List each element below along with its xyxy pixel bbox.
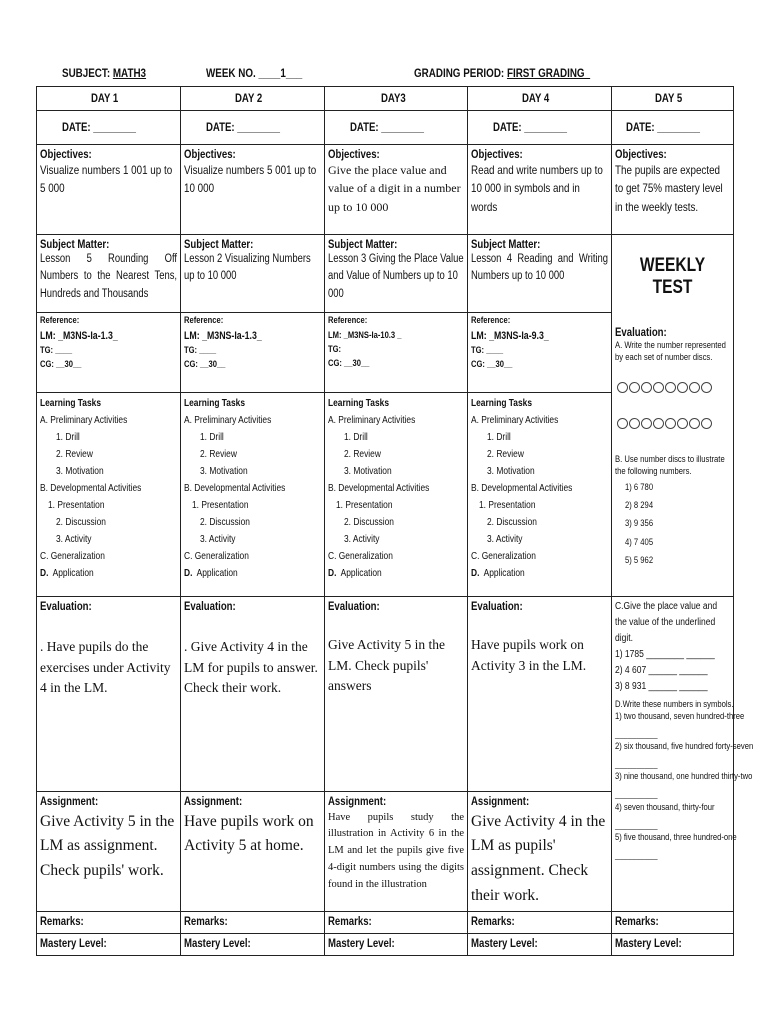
day5-remarks: Remarks: bbox=[612, 911, 734, 933]
test-b-item: 5) 5 962 bbox=[625, 554, 654, 565]
day1-objective-text: Visualize numbers 1 001 up to 5 000 bbox=[40, 162, 173, 196]
day5-title: DAY 5 bbox=[612, 87, 734, 111]
disc-icon bbox=[689, 418, 700, 429]
test-d-item: 5) five thousand, three hundred-one bbox=[615, 831, 737, 842]
day3-objectives: Objectives: Give the place value and value of a digit in a number up to 10 000 bbox=[325, 144, 468, 234]
day2-assignment-text: Have pupils work on Activity 5 at home. bbox=[184, 812, 314, 855]
day3-assignment-text: Have pupils study the illustration in Activity 6 in the LM and let the pupils give five 4-digit numbers using the digits found in the illustration bbox=[328, 811, 464, 890]
weekly-test-heading: WEEKLY TEST bbox=[639, 254, 706, 298]
disc-icon bbox=[653, 382, 664, 393]
day4-subject-matter: Subject Matter: Lesson 4 Reading and Writing Numbers up to 10 000 bbox=[468, 234, 612, 312]
day2-learning-tasks: Learning Tasks A. Preliminary Activities 1. Drill 2. Review 3. Motivation B. Developmental Activities 1. Presentation 2. Discussion 3. Activity C. Generalization D. Application bbox=[181, 392, 325, 596]
day1-mastery: Mastery Level: bbox=[37, 933, 181, 955]
day4-assignment: Assignment: Give Activity 4 in the LM as pupils' assignment. Check their work. bbox=[468, 791, 612, 911]
day3-subject-matter-text: Lesson 3 Giving the Place Value and Value of Numbers up to 10 000 bbox=[328, 252, 464, 301]
day5-eval-label: Evaluation: bbox=[615, 324, 667, 339]
day5-objectives: Objectives: The pupils are expected to get 75% mastery level in the weekly tests. bbox=[612, 144, 734, 234]
day3-learning-tasks: Learning Tasks A. Preliminary Activities 1. Drill 2. Review 3. Motivation B. Developmental Activities 1. Presentation 2. Discussion 3. Activity C. Generalization D. Application bbox=[325, 392, 468, 596]
disc-icon bbox=[629, 418, 640, 429]
day4-reference: Reference: LM: _M3NS-Ia-9.3_ TG: ____ CG: __30__ bbox=[468, 312, 612, 392]
week-value: ____1___ bbox=[258, 66, 303, 80]
week-label: WEEK NO. bbox=[206, 66, 256, 80]
period-header bbox=[414, 66, 590, 80]
day3-objective-text: Give the place value and value of a digit in a number up to 10 000 bbox=[328, 162, 461, 214]
test-part-d: D.Write these numbers in symbols. bbox=[615, 698, 734, 709]
test-c-item: 3) 8 931 ______ ______ bbox=[615, 680, 708, 692]
evaluation-row bbox=[37, 596, 734, 791]
day4-date: DATE: ________ bbox=[468, 110, 612, 144]
day4-subject-matter-text: Lesson 4 Reading and Writing Numbers up to 10 000 bbox=[471, 252, 609, 283]
day3-title: DAY3 bbox=[325, 87, 468, 111]
day4-objectives: Objectives: Read and write numbers up to 10 000 in symbols and in words bbox=[468, 144, 612, 234]
disc-icon bbox=[701, 382, 712, 393]
day5-date: DATE: ________ bbox=[612, 110, 734, 144]
day1-date: DATE: ________ bbox=[37, 110, 181, 144]
day2-reference: Reference: LM: _M3NS-Ia-1.3_ TG: ____ CG: __30__ bbox=[181, 312, 325, 392]
day2-subject-matter: Subject Matter: Lesson 2 Visualizing Numbers up to 10 000 bbox=[181, 234, 325, 312]
week-header bbox=[206, 66, 302, 80]
day2-title: DAY 2 bbox=[181, 87, 325, 111]
answer-blank: __________ bbox=[615, 728, 658, 739]
disc-icon bbox=[653, 418, 664, 429]
number-discs-row-1 bbox=[617, 379, 730, 397]
day2-mastery: Mastery Level: bbox=[181, 933, 325, 955]
day1-assignment-text: Give Activity 5 in the LM as assignment. Check pupils' work. bbox=[40, 812, 175, 880]
answer-blank: __________ bbox=[615, 789, 658, 800]
objectives-row bbox=[37, 144, 734, 234]
test-b-item: 1) 6 780 bbox=[625, 482, 654, 493]
disc-icon bbox=[617, 382, 628, 393]
test-part-a: A. Write the number represented by each set of number discs. bbox=[615, 339, 726, 362]
date-row bbox=[37, 110, 734, 144]
test-b-item: 4) 7 405 bbox=[625, 536, 654, 547]
test-part-b: B. Use number discs to illustrate the following numbers. bbox=[615, 453, 725, 477]
day4-objective-text: Read and write numbers up to 10 000 in symbols and in words bbox=[471, 162, 603, 214]
test-c-item: 1) 1785 ________ ______ bbox=[615, 648, 715, 660]
answer-blank: __________ bbox=[615, 850, 658, 860]
day2-evaluation: Evaluation: . Give Activity 4 in the LM for pupils to answer. Check their work. bbox=[181, 596, 325, 791]
day4-evaluation-text: Have pupils work on Activity 3 in the LM. bbox=[471, 636, 587, 673]
period-value: FIRST GRADING_ bbox=[506, 66, 591, 80]
disc-icon bbox=[629, 382, 640, 393]
test-d-item: 3) nine thousand, one hundred thirty-two bbox=[615, 771, 753, 782]
day1-objectives: Objectives: Visualize numbers 1 001 up to 5 000 bbox=[37, 144, 181, 234]
day4-title: DAY 4 bbox=[468, 87, 612, 111]
day1-reference: Reference: LM: _M3NS-Ia-1.3_ TG: ____ CG: __30__ bbox=[37, 312, 181, 392]
day3-remarks: Remarks: bbox=[325, 911, 468, 933]
disc-icon bbox=[677, 418, 688, 429]
day3-reference: Reference: LM: _M3NS-Ia-10.3 _ TG: CG: __30__ bbox=[325, 312, 468, 392]
day3-date: DATE: ________ bbox=[325, 110, 468, 144]
day1-subject-matter-text: Lesson 5 Rounding Off Numbers to the Nearest Tens, Hundreds and Thousands bbox=[40, 252, 178, 301]
day4-evaluation: Evaluation: Have pupils work on Activity 3 in the LM. bbox=[468, 596, 612, 791]
disc-icon bbox=[665, 382, 676, 393]
day5-test-column bbox=[612, 234, 734, 596]
day1-evaluation-text: . Have pupils do the exercises under Activity 4 in the LM. bbox=[40, 638, 171, 696]
day4-remarks: Remarks: bbox=[468, 911, 612, 933]
day5-test-continued bbox=[612, 596, 754, 911]
day2-date: DATE: ________ bbox=[181, 110, 325, 144]
subject-value: MATH3 bbox=[112, 66, 147, 80]
day1-title: DAY 1 bbox=[37, 87, 181, 111]
day2-subject-matter-text: Lesson 2 Visualizing Numbers up to 10 000 bbox=[184, 252, 311, 283]
test-b-item: 3) 9 356 bbox=[625, 518, 654, 529]
day4-learning-tasks: Learning Tasks A. Preliminary Activities 1. Drill 2. Review 3. Motivation B. Developmental Activities 1. Presentation 2. Discussion 3. Activity C. Generalization D. Application bbox=[468, 392, 612, 596]
day2-remarks: Remarks: bbox=[181, 911, 325, 933]
day1-remarks: Remarks: bbox=[37, 911, 181, 933]
test-d-item: 2) six thousand, five hundred forty-seven bbox=[615, 741, 754, 752]
day1-learning-tasks: Learning Tasks A. Preliminary Activities 1. Drill 2. Review 3. Motivation B. Developmental Activities 1. Presentation 2. Discussion 3. Activity C. Generalization D. Application bbox=[37, 392, 181, 596]
test-b-item: 2) 8 294 bbox=[625, 500, 654, 511]
disc-icon bbox=[689, 382, 700, 393]
day2-objective-text: Visualize numbers 5 001 up to 10 000 bbox=[184, 162, 317, 196]
test-d-item: 4) seven thousand, thirty-four bbox=[615, 801, 715, 812]
mastery-row bbox=[37, 933, 734, 955]
disc-icon bbox=[665, 418, 676, 429]
day3-mastery: Mastery Level: bbox=[325, 933, 468, 955]
test-c-item: 2) 4 607 ______ ______ bbox=[615, 664, 708, 676]
day2-evaluation-text: . Give Activity 4 in the LM for pupils to answer. Check their work. bbox=[184, 638, 318, 696]
remarks-row bbox=[37, 911, 734, 933]
day4-mastery: Mastery Level: bbox=[468, 933, 612, 955]
day2-objectives: Objectives: Visualize numbers 5 001 up to 10 000 bbox=[181, 144, 325, 234]
day3-subject-matter: Subject Matter: Lesson 3 Giving the Place Value and Value of Numbers up to 10 000 bbox=[325, 234, 468, 312]
answer-blank: __________ bbox=[615, 819, 658, 830]
test-d-item: 1) two thousand, seven hundred-three bbox=[615, 710, 745, 721]
day5-test-items bbox=[615, 339, 730, 566]
day1-subject-matter: Subject Matter: Lesson 5 Rounding Off Numbers to the Nearest Tens, Hundreds and Thousands bbox=[37, 234, 181, 312]
disc-icon bbox=[641, 418, 652, 429]
subject-matter-row bbox=[37, 234, 734, 312]
day1-evaluation: Evaluation: . Have pupils do the exercises under Activity 4 in the LM. bbox=[37, 596, 181, 791]
disc-icon bbox=[617, 418, 628, 429]
subject-header bbox=[62, 66, 146, 80]
disc-icon bbox=[641, 382, 652, 393]
day3-evaluation-text: Give Activity 5 in the LM. Check pupils' answers bbox=[328, 636, 445, 694]
lesson-plan-table bbox=[36, 86, 754, 956]
day3-assignment: Assignment: Have pupils study the illustration in Activity 6 in the LM and let the pupils give five 4-digit numbers using the digits found in the illustration bbox=[325, 791, 468, 911]
disc-icon bbox=[677, 382, 688, 393]
answer-blank: __________ bbox=[615, 759, 658, 770]
day1-assignment: Assignment: Give Activity 5 in the LM as assignment. Check pupils' work. bbox=[37, 791, 181, 911]
disc-icon bbox=[701, 418, 712, 429]
day2-assignment: Assignment: Have pupils work on Activity 5 at home. bbox=[181, 791, 325, 911]
day5-mastery: Mastery Level: bbox=[612, 933, 734, 955]
day4-assignment-text: Give Activity 4 in the LM as pupils' assignment. Check their work. bbox=[471, 812, 606, 904]
period-label: GRADING PERIOD: bbox=[414, 66, 505, 80]
subject-label: SUBJECT: bbox=[62, 66, 111, 80]
test-part-c: C.Give the place value and the value of the underlined digit. bbox=[615, 600, 718, 644]
day5-objective-text: The pupils are expected to get 75% mastery level in the weekly tests. bbox=[615, 162, 723, 214]
number-discs-row-2 bbox=[617, 415, 730, 433]
day3-evaluation: Evaluation: Give Activity 5 in the LM. Check pupils' answers bbox=[325, 596, 468, 791]
day-title-row bbox=[37, 87, 734, 111]
